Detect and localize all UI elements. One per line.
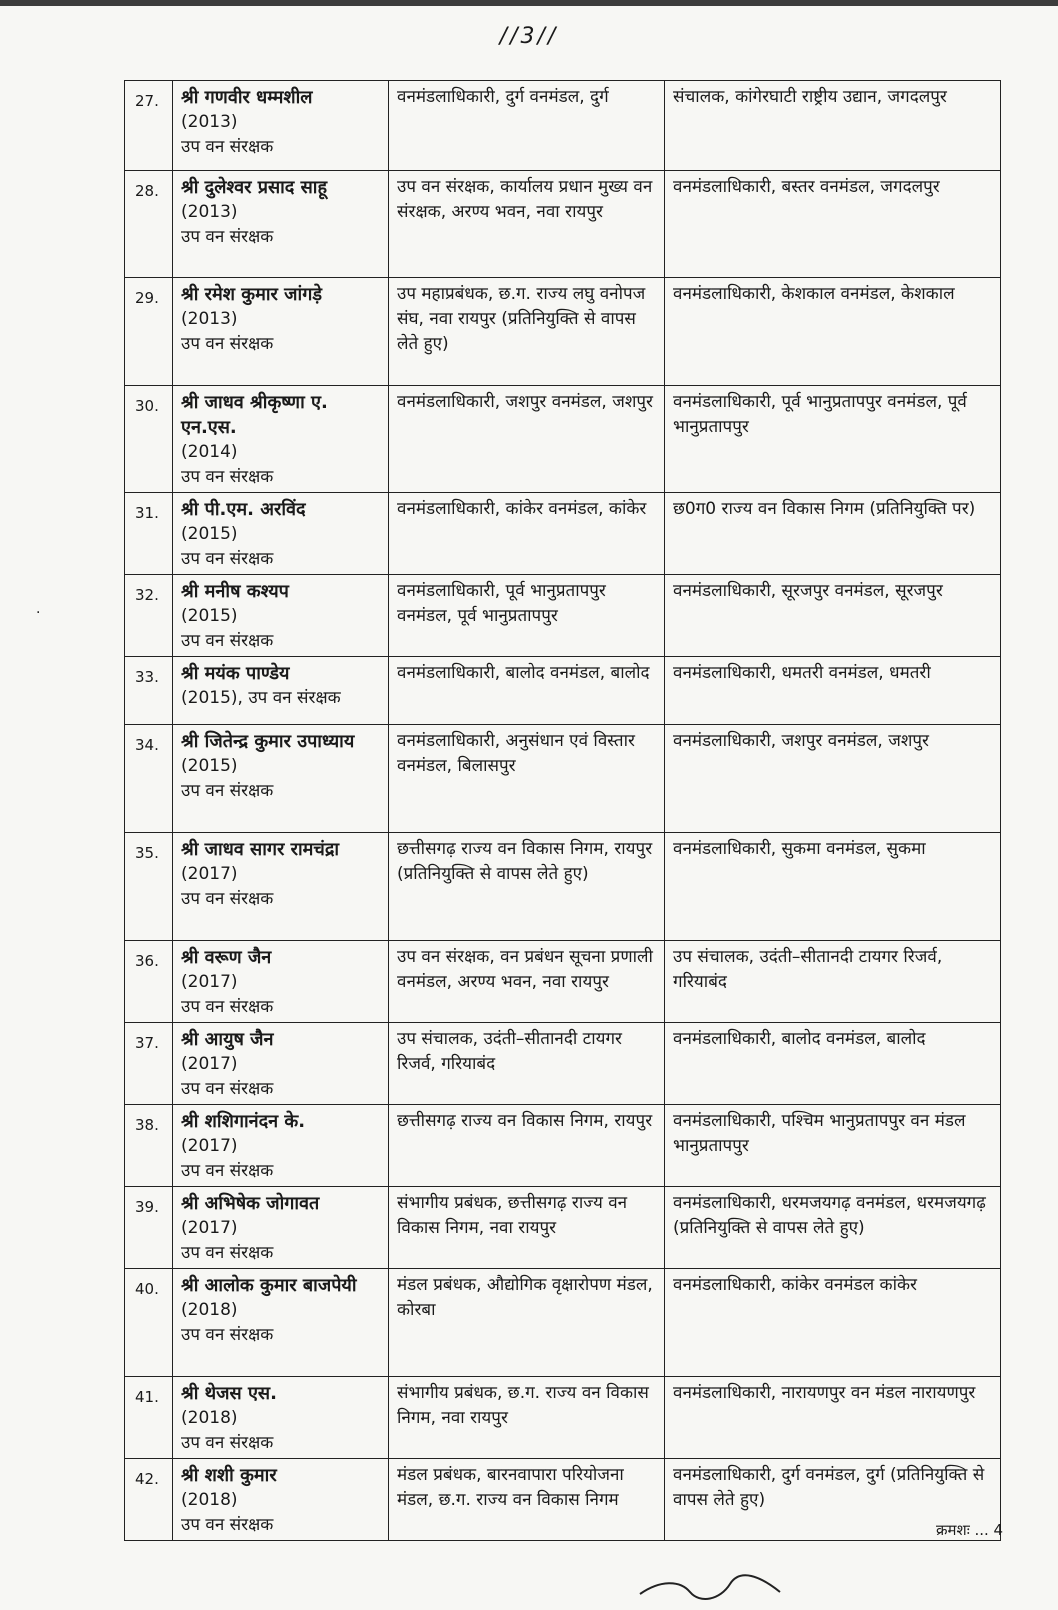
officer-name: श्री शशी कुमार (181, 1465, 277, 1486)
officer-cell (173, 278, 389, 386)
current-posting: वनमंडलाधिकारी, बालोद वनमंडल, बालोद (389, 657, 665, 725)
officer-name: श्री आलोक कुमार बाजपेयी (181, 1275, 357, 1296)
serial-number: 41. (125, 1377, 173, 1459)
current-posting: उप महाप्रबंधक, छ.ग. राज्य लघु वनोपज संघ, नवा रायपुर (प्रतिनियुक्ति से वापस लेते हुए) (389, 278, 665, 386)
officer-batch-designation: (2014) उप वन संरक्षक (181, 442, 274, 487)
new-posting: संचालक, कांगेरघाटी राष्ट्रीय उद्यान, जगदलपुर (665, 81, 1001, 171)
table-row (125, 1459, 1001, 1541)
continued-note: क्रमशः ... 4 (936, 1521, 1004, 1539)
officer-cell (173, 1023, 389, 1105)
serial-number: 35. (125, 833, 173, 941)
officer-batch-designation: (2015) उप वन संरक्षक (181, 756, 274, 801)
serial-number: 33. (125, 657, 173, 725)
officer-batch-designation: (2013) उप वन संरक्षक (181, 112, 274, 157)
serial-number: 30. (125, 386, 173, 493)
officer-cell (173, 657, 389, 725)
serial-number: 27. (125, 81, 173, 171)
signature (630, 1570, 810, 1610)
transfer-table (124, 80, 1004, 1541)
new-posting: वनमंडलाधिकारी, बालोद वनमंडल, बालोद (665, 1023, 1001, 1105)
serial-number: 31. (125, 493, 173, 575)
table-row (125, 833, 1001, 941)
officer-batch-designation: (2017) उप वन संरक्षक (181, 864, 274, 909)
officer-name: श्री शशिगानंदन के. (181, 1111, 306, 1132)
officer-name: श्री रमेश कुमार जांगड़े (181, 284, 322, 305)
officer-batch-designation: (2013) उप वन संरक्षक (181, 309, 274, 354)
current-posting: उप वन संरक्षक, वन प्रबंधन सूचना प्रणाली वनमंडल, अरण्य भवन, नवा रायपुर (389, 941, 665, 1023)
new-posting: छ0ग0 राज्य वन विकास निगम (प्रतिनियुक्ति पर) (665, 493, 1001, 575)
new-posting: वनमंडलाधिकारी, धरमजयगढ़ वनमंडल, धरमजयगढ़ (प्रतिनियुक्ति से वापस लेते हुए) (665, 1187, 1001, 1269)
current-posting: वनमंडलाधिकारी, जशपुर वनमंडल, जशपुर (389, 386, 665, 493)
table-row (125, 386, 1001, 493)
officer-batch-designation: (2017) उप वन संरक्षक (181, 1136, 274, 1181)
officer-name: श्री जाधव सागर रामचंद्रा (181, 839, 340, 860)
current-posting: उप वन संरक्षक, कार्यालय प्रधान मुख्य वन संरक्षक, अरण्य भवन, नवा रायपुर (389, 171, 665, 278)
officer-name: श्री थेजस एस. (181, 1383, 277, 1404)
serial-number: 29. (125, 278, 173, 386)
officer-name: श्री पी.एम. अरविंद (181, 499, 306, 520)
current-posting: मंडल प्रबंधक, औद्योगिक वृक्षारोपण मंडल, कोरबा (389, 1269, 665, 1377)
officer-batch-designation: (2015) उप वन संरक्षक (181, 606, 274, 651)
officer-name: श्री जितेन्द्र कुमार उपाध्याय (181, 731, 355, 752)
officer-batch-designation: (2015), उप वन संरक्षक (181, 688, 341, 708)
new-posting: वनमंडलाधिकारी, नारायणपुर वन मंडल नारायणपुर (665, 1377, 1001, 1459)
table-row (125, 1377, 1001, 1459)
officer-name: श्री वरूण जैन (181, 947, 272, 968)
officer-batch-designation: (2013) उप वन संरक्षक (181, 202, 274, 247)
serial-number: 36. (125, 941, 173, 1023)
officer-batch-designation: (2018) उप वन संरक्षक (181, 1490, 274, 1535)
new-posting: वनमंडलाधिकारी, सूरजपुर वनमंडल, सूरजपुर (665, 575, 1001, 657)
officer-cell (173, 941, 389, 1023)
current-posting: छत्तीसगढ़ राज्य वन विकास निगम, रायपुर (389, 1105, 665, 1187)
serial-number: 34. (125, 725, 173, 833)
table-row (125, 1187, 1001, 1269)
current-posting: वनमंडलाधिकारी, दुर्ग वनमंडल, दुर्ग (389, 81, 665, 171)
officer-cell (173, 575, 389, 657)
officer-name: श्री गणवीर धम्मशील (181, 87, 313, 108)
current-posting: संभागीय प्रबंधक, छ.ग. राज्य वन विकास निगम, नवा रायपुर (389, 1377, 665, 1459)
serial-number: 39. (125, 1187, 173, 1269)
officer-cell (173, 1459, 389, 1541)
new-posting: वनमंडलाधिकारी, जशपुर वनमंडल, जशपुर (665, 725, 1001, 833)
officer-cell (173, 833, 389, 941)
current-posting: वनमंडलाधिकारी, पूर्व भानुप्रतापपुर वनमंडल, पूर्व भानुप्रतापपुर (389, 575, 665, 657)
officer-name: श्री जाधव श्रीकृष्णा ए. एन.एस. (181, 392, 328, 438)
new-posting: वनमंडलाधिकारी, कांकेर वनमंडल कांकेर (665, 1269, 1001, 1377)
officer-batch-designation: (2017) उप वन संरक्षक (181, 972, 274, 1017)
officer-cell (173, 1105, 389, 1187)
officer-batch-designation: (2017) उप वन संरक्षक (181, 1218, 274, 1263)
serial-number: 40. (125, 1269, 173, 1377)
officer-cell (173, 1377, 389, 1459)
current-posting: मंडल प्रबंधक, बारनवापारा परियोजना मंडल, छ.ग. राज्य वन विकास निगम (389, 1459, 665, 1541)
table-row (125, 941, 1001, 1023)
new-posting: उप संचालक, उदंती–सीतानदी टायगर रिजर्व, गरियाबंद (665, 941, 1001, 1023)
table-row (125, 81, 1001, 171)
new-posting: वनमंडलाधिकारी, धमतरी वनमंडल, धमतरी (665, 657, 1001, 725)
table-row (125, 493, 1001, 575)
officer-cell (173, 725, 389, 833)
officer-batch-designation: (2017) उप वन संरक्षक (181, 1054, 274, 1099)
officer-name: श्री मनीष कश्यप (181, 581, 289, 602)
new-posting: वनमंडलाधिकारी, केशकाल वनमंडल, केशकाल (665, 278, 1001, 386)
current-posting: संभागीय प्रबंधक, छत्तीसगढ़ राज्य वन विकास निगम, नवा रायपुर (389, 1187, 665, 1269)
table-row (125, 1105, 1001, 1187)
table-row (125, 725, 1001, 833)
officer-cell (173, 1187, 389, 1269)
current-posting: वनमंडलाधिकारी, कांकेर वनमंडल, कांकेर (389, 493, 665, 575)
table-row (125, 657, 1001, 725)
serial-number: 32. (125, 575, 173, 657)
officer-cell (173, 386, 389, 493)
officer-cell (173, 81, 389, 171)
officer-cell (173, 493, 389, 575)
table-row (125, 1269, 1001, 1377)
serial-number: 37. (125, 1023, 173, 1105)
serial-number: 28. (125, 171, 173, 278)
signature-scribble (630, 1570, 810, 1602)
officer-cell (173, 1269, 389, 1377)
officer-batch-designation: (2018) उप वन संरक्षक (181, 1300, 274, 1345)
new-posting: वनमंडलाधिकारी, पश्चिम भानुप्रतापपुर वन मंडल भानुप्रतापपुर (665, 1105, 1001, 1187)
new-posting: वनमंडलाधिकारी, दुर्ग वनमंडल, दुर्ग (प्रतिनियुक्ति से वापस लेते हुए) (665, 1459, 1001, 1541)
officer-name: श्री अभिषेक जोगावत (181, 1193, 320, 1214)
serial-number: 42. (125, 1459, 173, 1541)
table-row (125, 575, 1001, 657)
officer-batch-designation: (2018) उप वन संरक्षक (181, 1408, 274, 1453)
officer-batch-designation: (2015) उप वन संरक्षक (181, 524, 274, 569)
stray-mark: · (36, 605, 41, 621)
officer-cell (173, 171, 389, 278)
current-posting: छत्तीसगढ़ राज्य वन विकास निगम, रायपुर (प्रतिनियुक्ति से वापस लेते हुए) (389, 833, 665, 941)
scan-top-edge (0, 0, 1058, 6)
new-posting: वनमंडलाधिकारी, पूर्व भानुप्रतापपुर वनमंडल, पूर्व भानुप्रतापपुर (665, 386, 1001, 493)
serial-number: 38. (125, 1105, 173, 1187)
page-number: //3// (499, 24, 559, 49)
new-posting: वनमंडलाधिकारी, सुकमा वनमंडल, सुकमा (665, 833, 1001, 941)
current-posting: उप संचालक, उदंती–सीतानदी टायगर रिजर्व, गरियाबंद (389, 1023, 665, 1105)
current-posting: वनमंडलाधिकारी, अनुसंधान एवं विस्तार वनमंडल, बिलासपुर (389, 725, 665, 833)
officer-name: श्री दुलेश्वर प्रसाद साहू (181, 177, 328, 198)
table-row (125, 278, 1001, 386)
officer-name: श्री आयुष जैन (181, 1029, 274, 1050)
table-row (125, 1023, 1001, 1105)
new-posting: वनमंडलाधिकारी, बस्तर वनमंडल, जगदलपुर (665, 171, 1001, 278)
table-row (125, 171, 1001, 278)
officer-name: श्री मयंक पाण्डेय (181, 663, 290, 684)
